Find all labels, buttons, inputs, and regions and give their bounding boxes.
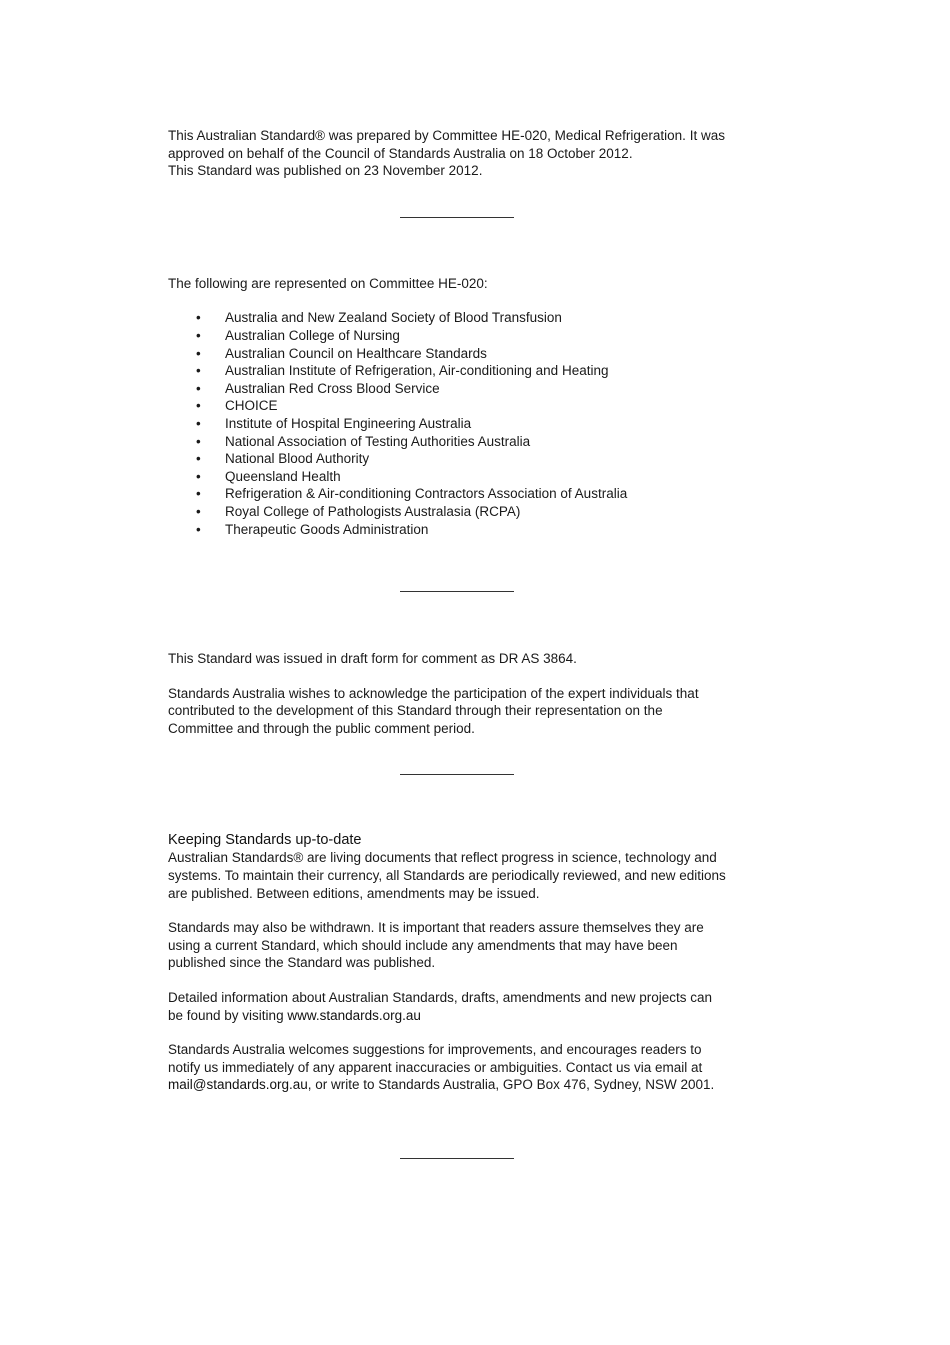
prep-line-1: This Australian Standard® was prepared by Committee HE-020, Medical Refrigeration. It was bbox=[168, 128, 725, 143]
document-page bbox=[168, 127, 768, 1159]
list-item: • Australian Institute of Refrigeration, Air-conditioning and Heating bbox=[168, 362, 768, 380]
committee-member-list bbox=[168, 309, 768, 538]
p1-line-1: Australian Standards® are living documents that reflect progress in science, technology and bbox=[168, 850, 717, 866]
living-documents-paragraph bbox=[168, 849, 768, 902]
list-item: • Australian Red Cross Blood Service bbox=[168, 380, 768, 398]
draft-issued-text: This Standard was issued in draft form for comment as DR AS 3864. bbox=[168, 651, 577, 667]
ack-line-3: Committee and through the public comment period. bbox=[168, 720, 475, 736]
list-item: • CHOICE bbox=[168, 397, 768, 415]
divider-rule bbox=[400, 1158, 514, 1159]
p4-line-3-suffix: , or write to Standards Australia, GPO Box 476, Sydney, NSW 2001. bbox=[307, 1077, 715, 1093]
divider-rule bbox=[400, 774, 514, 775]
list-item: • National Association of Testing Authorities Australia bbox=[168, 433, 768, 451]
ack-line-1: Standards Australia wishes to acknowledge the participation of the expert individuals that bbox=[168, 685, 699, 701]
withdrawn-paragraph bbox=[168, 919, 768, 972]
p2-line-1: Standards may also be withdrawn. It is important that readers assure themselves they are bbox=[168, 920, 704, 936]
p2-line-2: using a current Standard, which should include any amendments that may have been bbox=[168, 937, 678, 953]
list-item: • Australian Council on Healthcare Standards bbox=[168, 345, 768, 363]
list-item: • Institute of Hospital Engineering Australia bbox=[168, 415, 768, 433]
p3-line-2-prefix: be found by visiting bbox=[168, 1007, 288, 1023]
list-item: • National Blood Authority bbox=[168, 450, 768, 468]
acknowledgement-paragraph bbox=[168, 685, 768, 738]
list-item: • Royal College of Pathologists Australasia (RCPA) bbox=[168, 503, 768, 521]
p1-line-3: are published. Between editions, amendments may be issued. bbox=[168, 885, 540, 901]
list-item: • Australian College of Nursing bbox=[168, 327, 768, 345]
prep-line-2: approved on behalf of the Council of Standards Australia on 18 October 2012. bbox=[168, 145, 633, 161]
section-heading: Keeping Standards up-to-date bbox=[168, 832, 362, 849]
list-item: • Therapeutic Goods Administration bbox=[168, 521, 768, 539]
list-item: • Refrigeration & Air-conditioning Contractors Association of Australia bbox=[168, 485, 768, 503]
list-item: • Queensland Health bbox=[168, 468, 768, 486]
divider-rule bbox=[400, 217, 514, 218]
prep-line-3: This Standard was published on 23 November 2012. bbox=[168, 163, 483, 179]
email-link[interactable]: mail@standards.org.au bbox=[168, 1077, 308, 1093]
divider-rule bbox=[400, 591, 514, 592]
list-item: • Australia and New Zealand Society of Blood Transfusion bbox=[168, 309, 768, 327]
p4-line-1: Standards Australia welcomes suggestions for improvements, and encourages readers to bbox=[168, 1042, 702, 1058]
p2-line-3: published since the Standard was published. bbox=[168, 955, 436, 971]
committee-intro: The following are represented on Committee HE-020: bbox=[168, 275, 488, 291]
ack-line-2: contributed to the development of this Standard through their representation on the bbox=[168, 703, 663, 719]
p3-line-1: Detailed information about Australian Standards, drafts, amendments and new projects can bbox=[168, 990, 713, 1006]
preparation-paragraph bbox=[168, 127, 768, 180]
contact-paragraph bbox=[168, 1041, 768, 1094]
website-link[interactable]: www.standards.org.au bbox=[287, 1007, 421, 1023]
detailed-information-paragraph bbox=[168, 989, 768, 1024]
p1-line-2: systems. To maintain their currency, all Standards are periodically reviewed, and new editions bbox=[168, 868, 726, 884]
p4-line-2: notify us immediately of any apparent inaccuracies or ambiguities. Contact us via email at bbox=[168, 1059, 703, 1075]
